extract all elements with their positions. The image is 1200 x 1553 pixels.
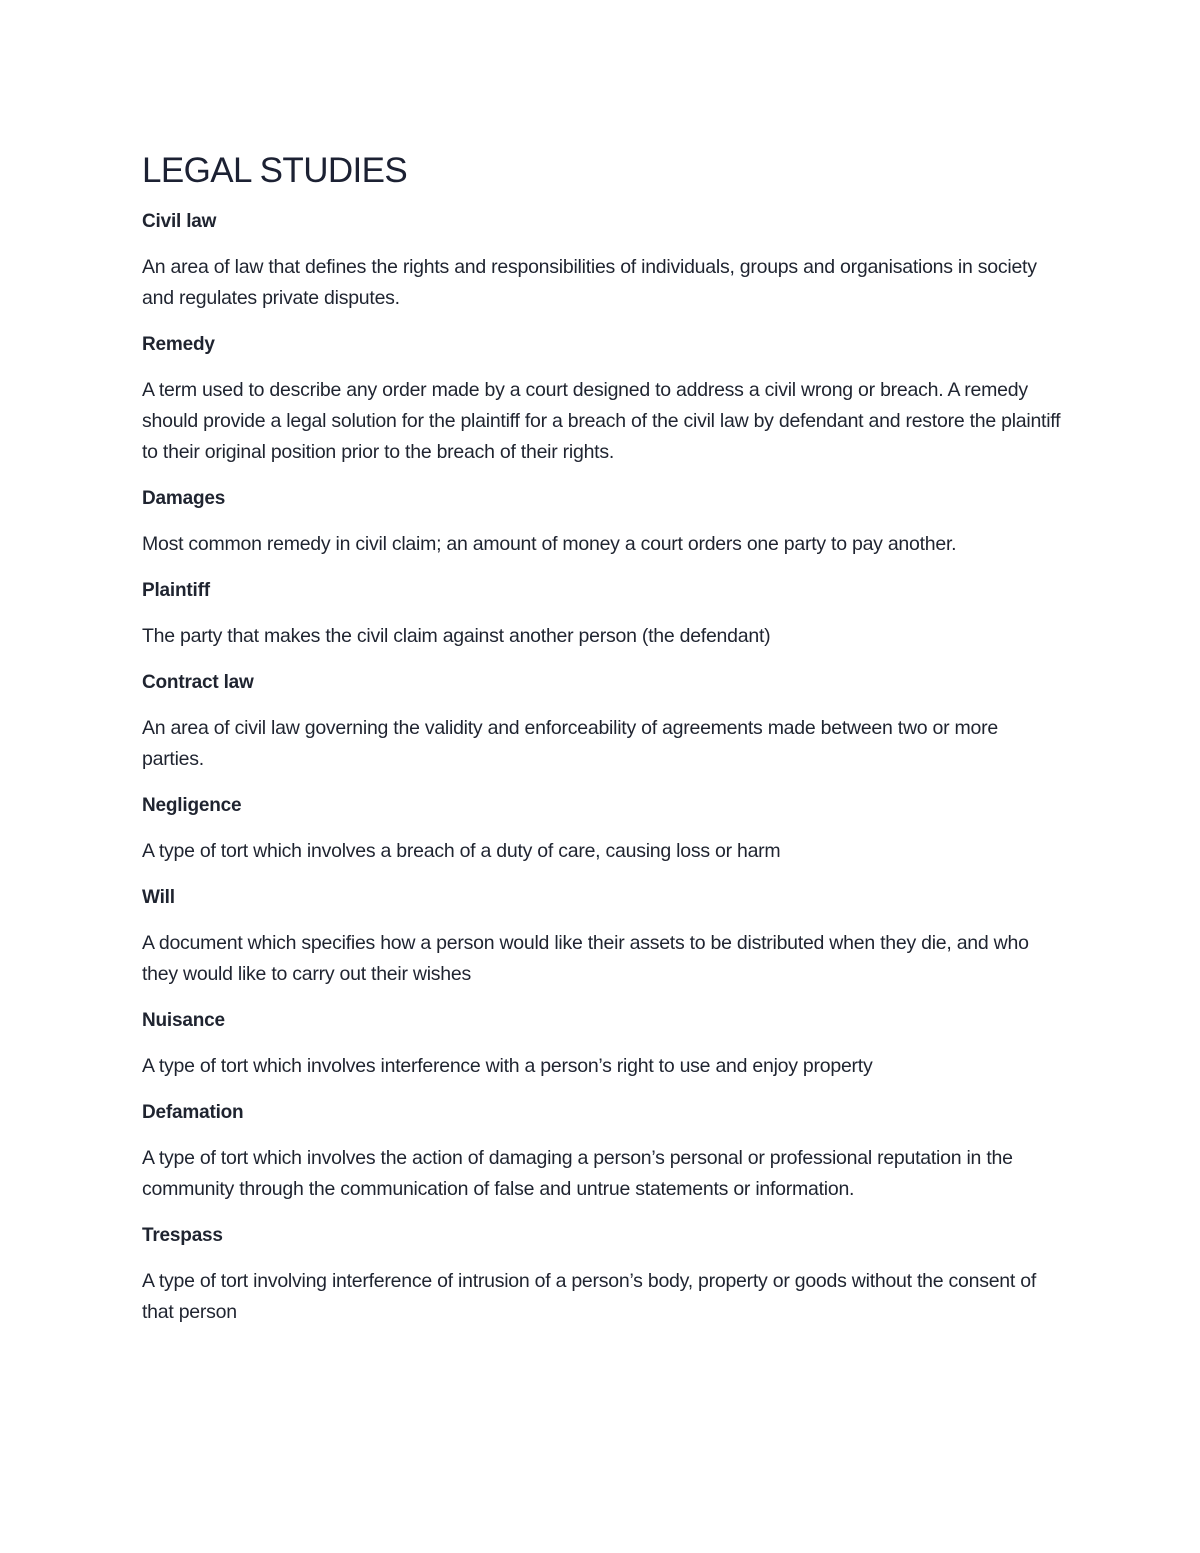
term-definition: A term used to describe any order made by a court designed to address a civil wrong or breach. A remedy should provide a legal solution for the plaintiff for a breach of the civil law by defendant and restore the plaintiff to their original position prior to the breach of their rights. — [142, 379, 1061, 463]
term-heading: Remedy — [142, 334, 215, 355]
term-definition: A type of tort which involves a breach of a duty of care, causing loss or harm — [142, 840, 781, 862]
glossary-entry-damages — [142, 483, 1062, 560]
term-heading: Contract law — [142, 672, 254, 693]
glossary-entry-civil-law — [142, 206, 1062, 314]
glossary-entry-contract-law — [142, 667, 1062, 775]
term-heading: Nuisance — [142, 1010, 225, 1031]
term-heading: Negligence — [142, 795, 242, 816]
term-definition: A type of tort which involves the action of damaging a person’s personal or professional reputation in the community through the communication of false and untrue statements or information. — [142, 1147, 1013, 1200]
term-definition: An area of law that defines the rights and responsibilities of individuals, groups and organisations in society and regulates private disputes. — [142, 256, 1037, 309]
term-heading: Civil law — [142, 211, 217, 232]
document-page — [142, 148, 1062, 1343]
glossary-entry-plaintiff — [142, 575, 1062, 652]
term-definition: The party that makes the civil claim against another person (the defendant) — [142, 625, 771, 647]
glossary-entry-defamation — [142, 1097, 1062, 1205]
document-title: LEGAL STUDIES — [142, 151, 408, 190]
term-definition: A type of tort which involves interference with a person’s right to use and enjoy property — [142, 1055, 873, 1077]
term-definition: A document which specifies how a person would like their assets to be distributed when they die, and who they would like to carry out their wishes — [142, 932, 1029, 985]
term-heading: Plaintiff — [142, 580, 210, 601]
term-heading: Damages — [142, 488, 226, 509]
glossary-entry-negligence — [142, 790, 1062, 867]
glossary-entry-will — [142, 882, 1062, 990]
term-heading: Defamation — [142, 1102, 244, 1123]
glossary-entry-remedy — [142, 329, 1062, 468]
term-heading: Trespass — [142, 1225, 223, 1246]
glossary-entry-trespass — [142, 1220, 1062, 1328]
term-definition: An area of civil law governing the validity and enforceability of agreements made between two or more parties. — [142, 717, 998, 770]
term-definition: Most common remedy in civil claim; an amount of money a court orders one party to pay another. — [142, 533, 957, 555]
term-heading: Will — [142, 887, 175, 908]
term-definition: A type of tort involving interference of intrusion of a person’s body, property or goods without the consent of that person — [142, 1270, 1036, 1323]
glossary-entry-nuisance — [142, 1005, 1062, 1082]
